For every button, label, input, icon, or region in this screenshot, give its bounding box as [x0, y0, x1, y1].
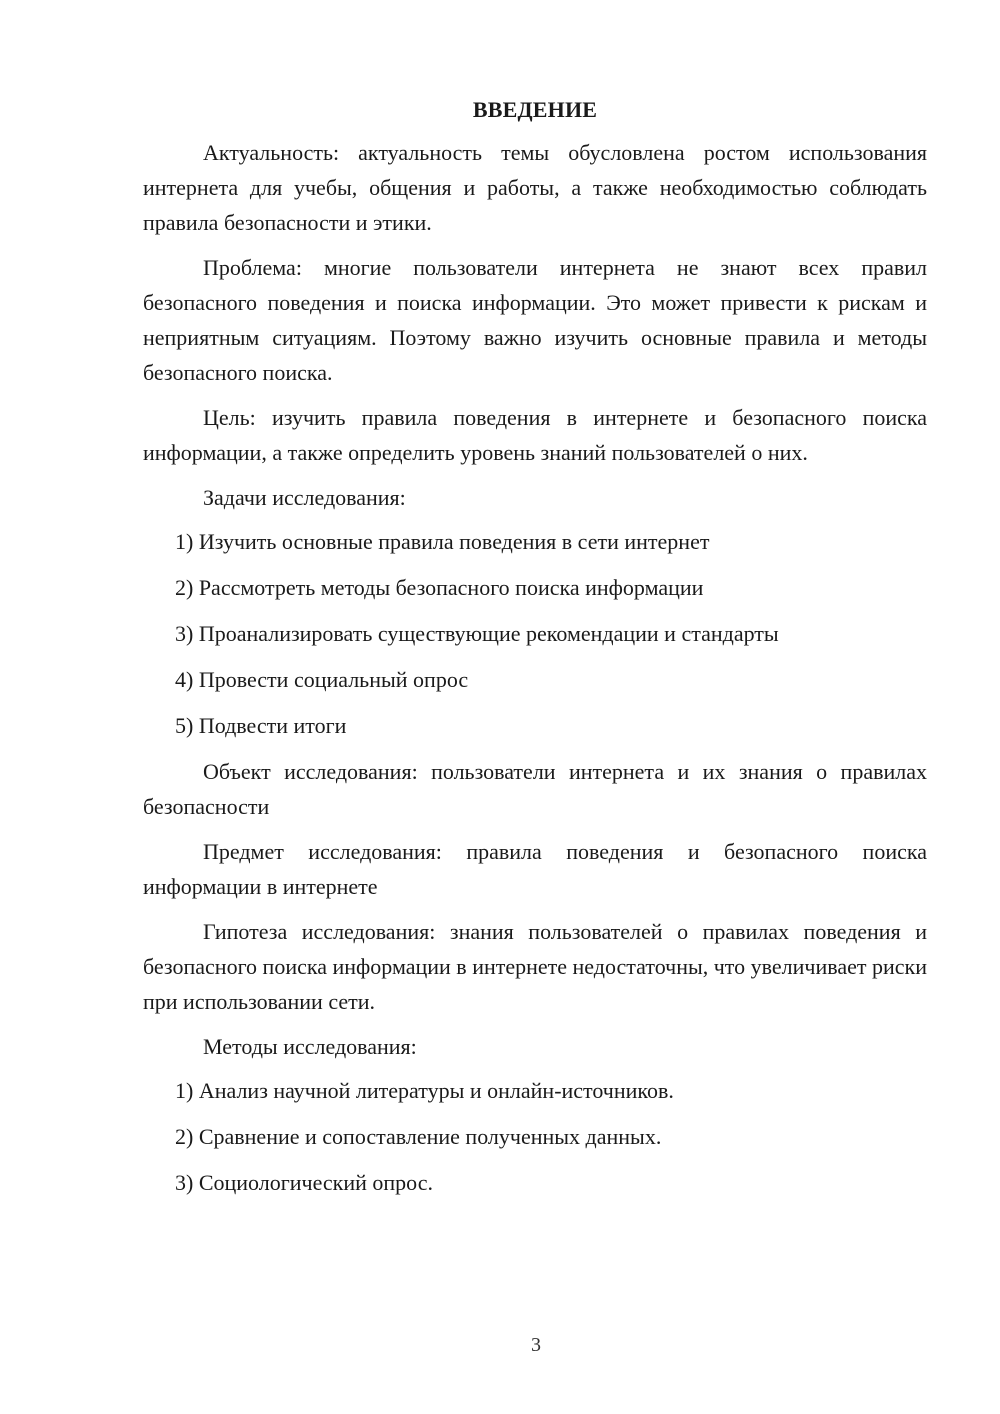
tasks-title: Задачи исследования:	[203, 485, 406, 510]
methods-title: Методы исследования:	[203, 1034, 417, 1059]
problem-paragraph: Проблема: многие пользователи интернета не знают всех правил безопасного поведения и поиска информации. Это может привести к рискам и неприятным ситуациям. Поэтому важно изучить основные правила и методы безопасного поиска.	[143, 255, 927, 385]
goal-paragraph: Цель: изучить правила поведения в интернете и безопасного поиска информации, а также определить уровень знаний пользователей о них.	[143, 405, 927, 465]
method-item-3: 3) Социологический опрос.	[175, 1170, 433, 1195]
relevance-paragraph: Актуальность: актуальность темы обусловлена ростом использования интернета для учебы, общения и работы, а также необходимостью соблюдать правила безопасности и этики.	[143, 140, 927, 235]
page-number: 3	[531, 1334, 541, 1356]
method-item-2: 2) Сравнение и сопоставление полученных данных.	[175, 1124, 662, 1149]
subject-paragraph: Предмет исследования: правила поведения и безопасного поиска информации в интернете	[143, 839, 927, 899]
task-item-5: 5) Подвести итоги	[175, 713, 347, 738]
hypothesis-paragraph: Гипотеза исследования: знания пользователей о правилах поведения и безопасного поиска информации в интернете недостаточны, что увеличивает риски при использовании сети.	[143, 919, 927, 1014]
object-paragraph: Объект исследования: пользователи интернета и их знания о правилах безопасности	[143, 759, 927, 819]
tasks-list	[143, 524, 927, 743]
task-item-3: 3) Проанализировать существующие рекомендации и стандарты	[175, 621, 779, 646]
task-item-1: 1) Изучить основные правила поведения в сети интернет	[175, 529, 710, 554]
task-item-2: 2) Рассмотреть методы безопасного поиска информации	[175, 575, 704, 600]
task-item-4: 4) Провести социальный опрос	[175, 667, 469, 692]
page-content	[143, 94, 927, 1211]
method-item-1: 1) Анализ научной литературы и онлайн-источников.	[175, 1078, 674, 1103]
methods-list	[143, 1073, 927, 1200]
section-heading: ВВЕДЕНИЕ	[472, 97, 598, 122]
